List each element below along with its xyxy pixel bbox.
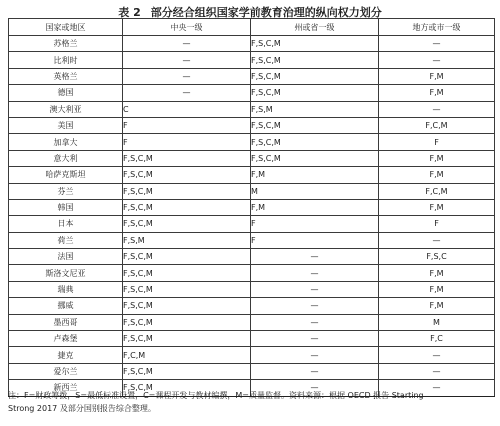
note-line-1: 注：F=财政筹拨，S=最低标准设置，C=课程开发与教材编撰，M=质量监督。资料来源：根据 OECD 报告 Starting xyxy=(8,391,424,400)
cell-country: 卢森堡 xyxy=(9,331,123,347)
cell-local: F xyxy=(379,216,495,232)
cell-local: — xyxy=(379,380,495,396)
cell-state: — xyxy=(251,363,379,379)
cell-local: F,M xyxy=(379,281,495,297)
table-row xyxy=(9,363,495,379)
cell-local: M xyxy=(379,314,495,330)
cell-country: 捷克 xyxy=(9,347,123,363)
cell-state: — xyxy=(251,331,379,347)
cell-state: — xyxy=(251,314,379,330)
header-country: 国家或地区 xyxy=(9,19,123,36)
table-row xyxy=(9,85,495,101)
cell-local: — xyxy=(379,36,495,52)
cell-central: F,C,M xyxy=(123,347,251,363)
header-local: 地方或市一级 xyxy=(379,19,495,36)
cell-local: F,M xyxy=(379,298,495,314)
cell-local: — xyxy=(379,363,495,379)
cell-country: 哈萨克斯坦 xyxy=(9,167,123,183)
cell-local: — xyxy=(379,52,495,68)
table-row xyxy=(9,167,495,183)
cell-country: 韩国 xyxy=(9,199,123,215)
governance-table xyxy=(8,18,495,397)
table-body xyxy=(9,36,495,397)
cell-local: F,S,C xyxy=(379,249,495,265)
cell-state: — xyxy=(251,347,379,363)
cell-country: 挪威 xyxy=(9,298,123,314)
cell-central: F,S,C,M xyxy=(123,298,251,314)
cell-state: F,S,C,M xyxy=(251,36,379,52)
header-state: 州或省一级 xyxy=(251,19,379,36)
table-row xyxy=(9,52,495,68)
cell-state: F,S,C,M xyxy=(251,52,379,68)
cell-central: C xyxy=(123,101,251,117)
table-row xyxy=(9,314,495,330)
cell-local: — xyxy=(379,101,495,117)
table-row xyxy=(9,117,495,133)
cell-state: — xyxy=(251,265,379,281)
table-row xyxy=(9,347,495,363)
cell-country: 爱尔兰 xyxy=(9,363,123,379)
table-row xyxy=(9,331,495,347)
header-central: 中央一级 xyxy=(123,19,251,36)
cell-central: F,S,C,M xyxy=(123,167,251,183)
cell-central: F,S,C,M xyxy=(123,380,251,396)
cell-country: 美国 xyxy=(9,117,123,133)
cell-local: F,C,M xyxy=(379,183,495,199)
table-row xyxy=(9,134,495,150)
cell-central: — xyxy=(123,85,251,101)
cell-local: F,M xyxy=(379,68,495,84)
cell-central: F,S,C,M xyxy=(123,281,251,297)
cell-country: 法国 xyxy=(9,249,123,265)
table-row xyxy=(9,101,495,117)
cell-local: F,M xyxy=(379,150,495,166)
cell-country: 荷兰 xyxy=(9,232,123,248)
cell-state: F,S,M xyxy=(251,101,379,117)
cell-local: F,C,M xyxy=(379,117,495,133)
cell-state: F,S,C,M xyxy=(251,117,379,133)
table-row xyxy=(9,36,495,52)
cell-state: — xyxy=(251,380,379,396)
table-row xyxy=(9,216,495,232)
cell-local: F,M xyxy=(379,265,495,281)
table-note xyxy=(8,389,494,415)
cell-central: F,S,C,M xyxy=(123,265,251,281)
cell-country: 墨西哥 xyxy=(9,314,123,330)
cell-country: 苏格兰 xyxy=(9,36,123,52)
cell-central: F,S,C,M xyxy=(123,216,251,232)
cell-central: F xyxy=(123,117,251,133)
cell-state: — xyxy=(251,249,379,265)
table-row xyxy=(9,249,495,265)
cell-state: F,S,C,M xyxy=(251,150,379,166)
cell-central: F,S,C,M xyxy=(123,199,251,215)
cell-central: — xyxy=(123,52,251,68)
cell-local: F,M xyxy=(379,167,495,183)
cell-state: F xyxy=(251,216,379,232)
note-line-2: Strong 2017 及部分国别报告综合整理。 xyxy=(8,404,156,413)
table-number: 表 2 xyxy=(118,6,141,19)
cell-local: F,M xyxy=(379,199,495,215)
table-header-row xyxy=(9,19,495,36)
cell-local: F xyxy=(379,134,495,150)
table-row xyxy=(9,68,495,84)
cell-local: F,M xyxy=(379,85,495,101)
cell-state: — xyxy=(251,281,379,297)
table-row xyxy=(9,281,495,297)
cell-central: F,S,C,M xyxy=(123,183,251,199)
cell-country: 芬兰 xyxy=(9,183,123,199)
cell-country: 澳大利亚 xyxy=(9,101,123,117)
cell-country: 比利时 xyxy=(9,52,123,68)
cell-state: F xyxy=(251,232,379,248)
cell-country: 德国 xyxy=(9,85,123,101)
cell-state: M xyxy=(251,183,379,199)
table-title: 部分经合组织国家学前教育治理的纵向权力划分 xyxy=(150,6,382,19)
table-row xyxy=(9,150,495,166)
cell-country: 新西兰 xyxy=(9,380,123,396)
cell-central: F,S,C,M xyxy=(123,363,251,379)
cell-state: F,M xyxy=(251,199,379,215)
cell-central: F,S,C,M xyxy=(123,314,251,330)
cell-central: F,S,C,M xyxy=(123,249,251,265)
table-row xyxy=(9,232,495,248)
cell-country: 意大利 xyxy=(9,150,123,166)
table-row xyxy=(9,265,495,281)
cell-central: F,S,M xyxy=(123,232,251,248)
cell-local: F,C xyxy=(379,331,495,347)
cell-local: — xyxy=(379,232,495,248)
cell-central: — xyxy=(123,68,251,84)
cell-state: — xyxy=(251,298,379,314)
table-row xyxy=(9,183,495,199)
cell-country: 日本 xyxy=(9,216,123,232)
cell-state: F,S,C,M xyxy=(251,134,379,150)
cell-country: 斯洛文尼亚 xyxy=(9,265,123,281)
cell-central: F,S,C,M xyxy=(123,150,251,166)
cell-country: 英格兰 xyxy=(9,68,123,84)
cell-central: F,S,C,M xyxy=(123,331,251,347)
cell-central: — xyxy=(123,36,251,52)
table-row xyxy=(9,298,495,314)
cell-state: F,S,C,M xyxy=(251,85,379,101)
cell-country: 加拿大 xyxy=(9,134,123,150)
cell-state: F,S,C,M xyxy=(251,68,379,84)
cell-central: F xyxy=(123,134,251,150)
table-row xyxy=(9,199,495,215)
cell-local: — xyxy=(379,347,495,363)
cell-state: F,M xyxy=(251,167,379,183)
cell-country: 瑞典 xyxy=(9,281,123,297)
